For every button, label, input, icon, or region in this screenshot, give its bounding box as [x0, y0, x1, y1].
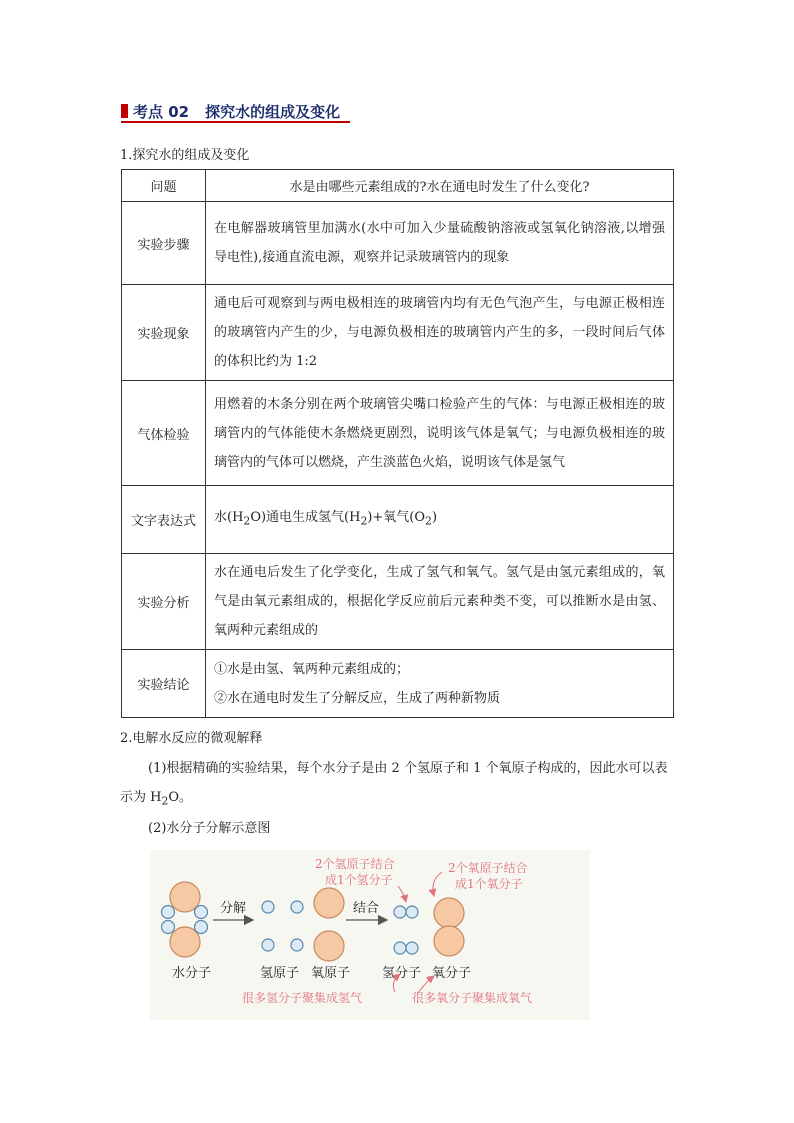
hydrogen-atom: [162, 906, 175, 919]
label-hydrogen-atom: 氢原子: [260, 966, 300, 981]
bottom-note-oxygen: 很多氧分子聚集成氧气: [412, 991, 533, 1005]
row-label: 实验步骤: [122, 202, 206, 285]
heading-underline: [121, 121, 350, 123]
hydrogen-atom: [291, 939, 303, 951]
conclusion-line: ②水在通电时发生了分解反应，生成了两种新物质: [214, 690, 501, 706]
section-heading: [121, 100, 340, 122]
note-hydrogen-line2: 成1个氢分子: [325, 873, 393, 887]
hydrogen-atom: [162, 921, 175, 934]
hydrogen-molecule: [394, 942, 418, 954]
heading-code: 考点 02: [133, 102, 190, 121]
hydrogen-molecule: [394, 906, 418, 918]
table-row: [122, 381, 674, 486]
water-molecule: [162, 882, 208, 919]
note-hydrogen-line1: 2个氢原子结合: [315, 857, 395, 871]
row-label: 实验分析: [122, 554, 206, 650]
paragraph-text: (1)根据精确的实验结果，每个水分子是由 2 个氢原子和 1 个氧原子构成的，因此水可以表示为 H: [120, 761, 668, 805]
label-oxygen-atom: 氧原子: [311, 966, 351, 981]
formula-sub: 2: [243, 514, 251, 528]
oxygen-atom: [170, 882, 200, 912]
paragraph-sub: 2: [161, 794, 169, 808]
section2-title: 2.电解水反应的微观解释: [120, 731, 263, 746]
row-label: 气体检验: [122, 381, 206, 486]
row-label: 文字表达式: [122, 486, 206, 554]
hydrogen-atom: [394, 942, 406, 954]
table-row: [122, 486, 674, 554]
conclusion-line: ①水是由氢、氧两种元素组成的；: [214, 661, 410, 677]
table-row: [122, 202, 674, 285]
oxygen-atom: [434, 926, 464, 956]
hydrogen-atom: [406, 942, 418, 954]
heading-marker: [121, 104, 128, 118]
heading-title: 探究水的组成及变化: [205, 102, 341, 121]
note-oxygen-line2: 成1个氧分子: [455, 877, 523, 891]
oxygen-atom: [314, 931, 344, 961]
hydrogen-atom: [262, 901, 274, 913]
table-row-header: [122, 170, 674, 202]
paragraph-text: O。: [168, 790, 193, 805]
water-molecule: [162, 921, 208, 958]
oxygen-molecule: [434, 898, 464, 956]
hydrogen-atom: [262, 939, 274, 951]
formula-part: )+氧气(O: [367, 510, 426, 526]
header-label: 问题: [122, 170, 206, 202]
row-content: 用燃着的木条分别在两个玻璃管尖嘴口检验产生的气体：与电源正极相连的玻璃管内的气体能使木条燃烧更剧烈，说明该气体是氧气；与电源负极相连的玻璃管内的气体可以燃烧，产生淡蓝色火焰，说明该气体是氢气: [206, 381, 674, 486]
note-hydrogen-arrow: [398, 886, 406, 902]
bottom-note-hydrogen: 很多氢分子聚集成氢气: [242, 991, 363, 1005]
formula-sub: 2: [360, 514, 368, 528]
row-content: 水在通电后发生了化学变化，生成了氢气和氧气。氢气是由氢元素组成的，氧气是由氧元素组成的，根据化学反应前后元素种类不变，可以推断水是由氢、氧两种元素组成的: [206, 554, 674, 650]
section2-paragraph-2: (2)水分子分解示意图: [148, 821, 271, 836]
row-label: 实验结论: [122, 650, 206, 718]
label-hydrogen-molecule: 氢分子: [382, 966, 422, 981]
row-label: 实验现象: [122, 285, 206, 381]
row-content: 在电解器玻璃管里加满水(水中可加入少量硫酸钠溶液或氢氧化钠溶液,以增强导电性),接通直流电源，观察并记录玻璃管内的现象: [206, 202, 674, 285]
diagram-svg: [150, 850, 590, 1020]
row-content-formula: [206, 486, 674, 554]
note-oxygen-line1: 2个氧原子结合: [448, 861, 528, 875]
water-decomposition-diagram: [150, 850, 590, 1020]
row-content: [206, 650, 674, 718]
oxygen-atom: [170, 927, 200, 957]
hydrogen-atom: [195, 906, 208, 919]
hydrogen-atom: [394, 906, 406, 918]
decompose-label: 分解: [220, 901, 247, 916]
table-row: [122, 554, 674, 650]
hydrogen-atom: [195, 921, 208, 934]
experiment-table: [121, 169, 674, 718]
hydrogen-atom: [291, 901, 303, 913]
formula-sub: 2: [425, 514, 432, 528]
oxygen-atom: [434, 898, 464, 928]
formula-part: O)通电生成氢气(H: [250, 510, 361, 526]
row-content: 通电后可观察到与两电极相连的玻璃管内均有无色气泡产生，与电源正极相连的玻璃管内产生的少，与电源负极相连的玻璃管内产生的多，一段时间后气体的体积比约为 1:2: [206, 285, 674, 381]
header-content: 水是由哪些元素组成的?水在通电时发生了什么变化?: [206, 170, 674, 202]
label-water-molecule: 水分子: [172, 966, 212, 981]
label-oxygen-molecule: 氧分子: [432, 966, 472, 981]
section2-paragraph-1: [120, 754, 675, 816]
section1-title: 1.探究水的组成及变化: [120, 148, 250, 163]
table-row: [122, 650, 674, 718]
note-oxygen-arrow: [433, 872, 442, 896]
formula-part: 水(H: [214, 510, 244, 526]
hydrogen-atom: [406, 906, 418, 918]
oxygen-atom: [314, 888, 344, 918]
table-row: [122, 285, 674, 381]
formula-part: ): [431, 510, 438, 526]
combine-label: 结合: [353, 901, 380, 916]
